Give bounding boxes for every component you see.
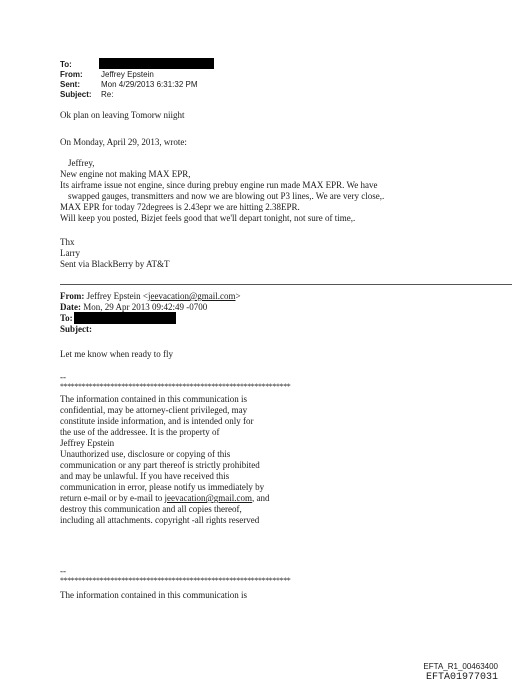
to-label: To: (60, 60, 72, 69)
to-label: To: (60, 313, 73, 323)
disclaimer-line: communication in error, please notify us immediately by (60, 482, 265, 492)
from-value: Jeffrey Epstein (101, 70, 154, 79)
redaction-box (74, 312, 176, 324)
signoff-line: Larry (60, 248, 80, 258)
quoted-greeting: Jeffrey, (68, 158, 95, 168)
disclaimer2-line: The information contained in this communication is (60, 590, 247, 600)
from-label: From: (60, 291, 85, 301)
disclaimer-line: including all attachments. copyright -all rights reserved (60, 515, 260, 525)
disclaimer-line: destroy this communication and all copies thereof, (60, 504, 242, 514)
email-line-pre: return e-mail or by e-mail to (60, 493, 165, 503)
sent-label: Sent: (60, 80, 80, 89)
date-label: Date: (60, 302, 81, 312)
disclaimer-email-line (60, 493, 269, 504)
signature-dashes: -- (60, 372, 66, 382)
quoted-line: swapped gauges, transmitters and now we are blowing out P3 lines,. We are very close,. (68, 191, 385, 201)
header2-from (60, 291, 241, 302)
date-value: Mon, 29 Apr 2013 09:42:49 -0700 (83, 302, 208, 312)
divider-rule (60, 284, 512, 285)
disclaimer-line: constitute inside information, and is intended only for (60, 416, 254, 426)
quoted-line: MAX EPR for today 72degrees is 2.43epr we are hitting 2.38EPR. (60, 202, 300, 212)
from-value: Jeffrey Epstein < (86, 291, 148, 301)
from-label: From: (60, 70, 83, 79)
disclaimer-line: communication or any part thereof is strictly prohibited (60, 460, 260, 470)
disclaimer-line: and may be unlawful. If you have received this (60, 471, 230, 481)
star-separator: **************************************************************** (60, 576, 291, 585)
disclaimer-line: the use of the addressee. It is the property of (60, 427, 220, 437)
disclaimer-line: Unauthorized use, disclosure or copying of this (60, 449, 231, 459)
signoff-line: Thx (60, 237, 75, 247)
header2-date (60, 302, 207, 313)
quoted-line: Will keep you posted, Bizjet feels good that we'll depart tonight, not sure of time,. (60, 213, 356, 223)
bates-ref-1: EFTA_R1_00463400 (423, 662, 498, 671)
subject-label: Subject: (60, 90, 92, 99)
from-email-link[interactable]: jeevacation@gmail.com (147, 291, 236, 301)
wrote-line: On Monday, April 29, 2013, wrote: (60, 137, 187, 147)
email-line-post: , and (251, 493, 270, 503)
disclaimer-email-link[interactable]: jeevacation@gmail.com (164, 493, 252, 503)
bates-ref-2: EFTA01977031 (425, 672, 498, 683)
star-separator: **************************************************************** (60, 382, 291, 391)
subject-value: Re: (101, 90, 114, 99)
subject-label: Subject: (60, 324, 92, 334)
disclaimer-line: The information contained in this communication is (60, 394, 247, 404)
sent-value: Mon 4/29/2013 6:31:32 PM (101, 80, 198, 89)
quoted-line: Its airframe issue not engine, since during prebuy engine run made MAX EPR. We have (60, 180, 378, 190)
disclaimer-line: confidential, may be attorney-client privileged, may (60, 405, 248, 415)
disclaimer-line: Jeffrey Epstein (60, 438, 115, 448)
message-text: Let me know when ready to fly (60, 349, 173, 359)
quoted-line: New engine not making MAX EPR, (60, 169, 191, 179)
redaction-box (99, 58, 214, 69)
from-close: > (235, 291, 241, 301)
reply-line: Ok plan on leaving Tomorw niight (60, 110, 185, 120)
signature-dashes: -- (60, 566, 66, 576)
signoff-line: Sent via BlackBerry by AT&T (60, 259, 170, 269)
